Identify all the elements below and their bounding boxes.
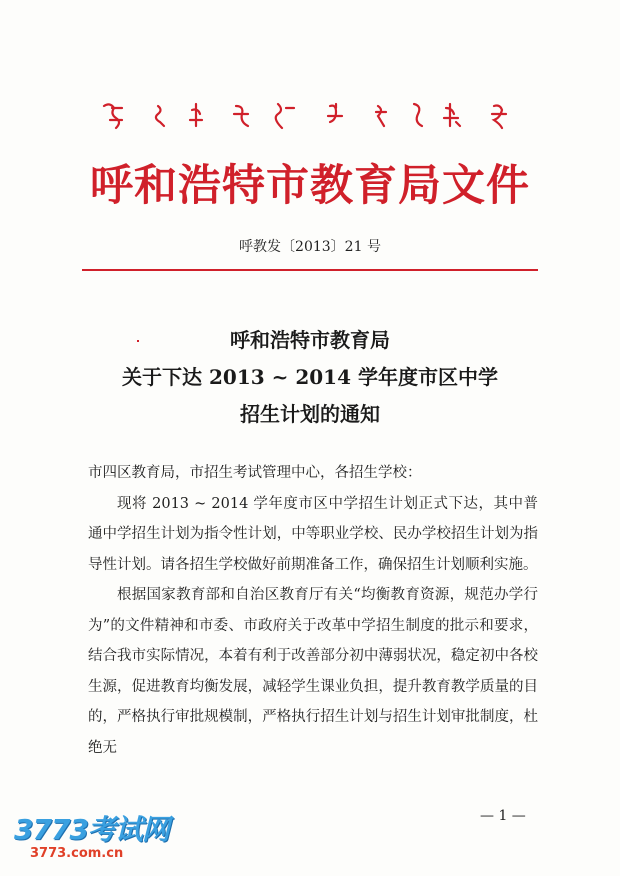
paragraph-1: 现将 2013 ~ 2014 学年度市区中学招生计划正式下达，其中普通中学招生计划为指令性计划，中等职业学校、民办学校招生计划为指导性计划。请各招生学校做好前期准备工作，确保招生计划顺利实施。	[88, 495, 538, 573]
notice-title-line-3: 招生计划的通知	[240, 402, 380, 426]
notice-title-line-1: 呼和浩特市教育局	[230, 328, 390, 352]
notice-title-line-2: 关于下达 2013 ~ 2014 学年度市区中学	[122, 365, 498, 389]
notice-title	[0, 322, 620, 433]
mongolian-script-header	[96, 100, 526, 130]
site-watermark	[14, 808, 169, 861]
notice-body	[88, 458, 538, 763]
watermark-logo: 3773考试网	[14, 813, 169, 846]
issuer-title: 呼和浩特市教育局文件	[90, 161, 530, 211]
paragraph-2: 根据国家教育部和自治区教育厅有关“均衡教育资源，规范办学行为”的文件精神和市委、市政府关于改革中学招生制度的批示和要求，结合我市实际情况，本着有利于改善部分初中薄弱状况，稳定初中各校生源，促进教育均衡发展，减轻学生课业负担，提升教育教学质量的目的，严格执行审批规模制，严格执行招生计划与招生计划审批制度，杜绝无	[88, 587, 538, 756]
document-number: 呼教发〔2013〕21 号	[239, 239, 381, 255]
red-divider-line	[82, 269, 538, 271]
watermark-url: 3773.com.cn	[30, 846, 124, 861]
page-number: — 1 —	[480, 808, 526, 824]
salutation: 市四区教育局，市招生考试管理中心，各招生学校：	[88, 465, 422, 481]
